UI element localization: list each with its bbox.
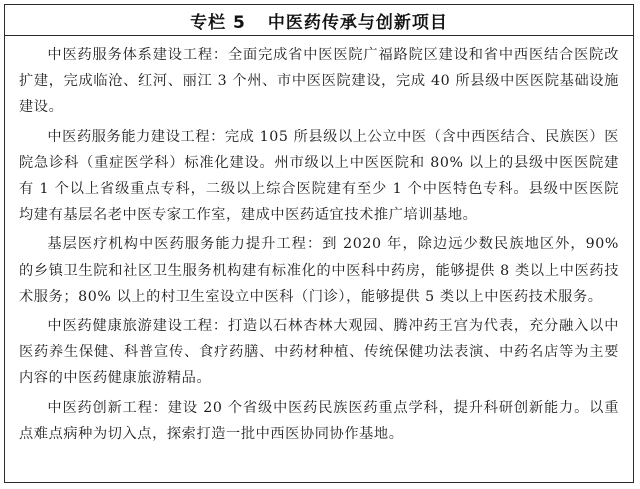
paragraph-grassroots-capacity: 基层医疗机构中医药服务能力提升工程：到 2020 年，除边远少数民族地区外，90% 的乡镇卫生院和社区卫生服务机构建有标准化的中医科中药房，能够提供 8 类以上中医药技术服务；80% 以上的村卫生室设立中医科（门诊），能够提供 5 类以上中医药技术服务。 — [19, 236, 619, 305]
column-box — [4, 4, 634, 483]
column-header — [5, 5, 633, 36]
paragraph-service-system: 中医药服务体系建设工程：全面完成省中医医院广福路院区建设和省中西医结合医院改扩建，完成临沧、红河、丽江 3 个州、市中医医院建设，完成 40 所县级中医医院基础设施建设。 — [19, 47, 619, 116]
column-title: 中医药传承与创新项目 — [267, 12, 448, 33]
paragraph-innovation: 中医药创新工程：建设 20 个省级中医药民族医药重点学科，提升科研创新能力。以重点难点病种为切入点，探索打造一批中西医协同协作基地。 — [19, 399, 619, 442]
column-body — [5, 36, 633, 447]
column-number: 专栏 5 — [190, 12, 246, 33]
paragraph-health-tourism: 中医药健康旅游建设工程：打造以石林杏林大观园、腾冲药王宫为代表，充分融入以中医药养生保健、科普宣传、食疗药膳、中药材种植、传统保健功法表演、中药名店等为主要内容的中医药健康旅游精品。 — [19, 318, 619, 387]
paragraph-service-capacity: 中医药服务能力建设工程：完成 105 所县级以上公立中医（含中西医结合、民族医）医院急诊科（重症医学科）标准化建设。州市级以上中医医院和 80% 以上的县级中医医院建有 1 个以上省级重点专科，二级以上综合医院建有至少 1 个中医特色专科。县级中医医院均建有基层名老中医专家工作室，建成中医药适宜技术推广培训基地。 — [19, 128, 619, 224]
